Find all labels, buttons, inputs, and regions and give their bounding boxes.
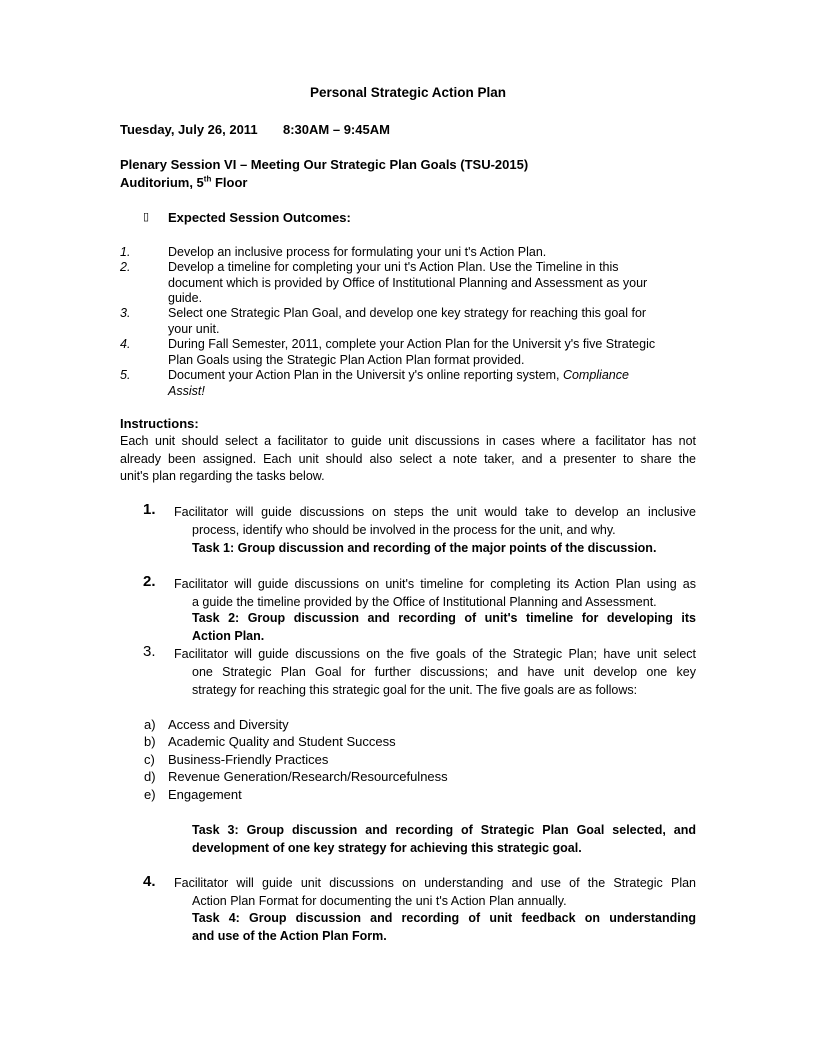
goal-marker: b): [144, 734, 156, 749]
session-date: Tuesday, July 26, 2011: [120, 122, 258, 137]
outcome-marker: 3.: [120, 306, 131, 320]
list-item: Revenue Generation/Research/Resourcefulness: [168, 769, 448, 784]
task-number: 1.: [143, 501, 156, 518]
task-number: 4.: [143, 873, 156, 890]
outcome-marker: 4.: [120, 337, 131, 351]
document-title: Personal Strategic Action Plan: [309, 85, 507, 100]
instructions-paragraph: Each unit should select a facilitator to guide unit discussions in cases where a facilitator has not already been assigned. Each unit should also select a note taker, and a presenter to share the unit's plan regarding the tasks below.: [120, 434, 696, 483]
task-item-4: Facilitator will guide unit discussions on understanding and use of the Strategic Plan Action Plan Format for documenting the uni t's Action Plan annually.: [174, 876, 696, 908]
list-item: Select one Strategic Plan Goal, and develop one key strategy for reaching this goal for your unit.: [168, 306, 647, 336]
outcome-marker: 1.: [120, 245, 131, 259]
outcomes-bullet-icon: ▯: [143, 211, 150, 223]
task-3-description: Task 3: Group discussion and recording of Strategic Plan Goal selected, and development of one key strategy for achieving this strategic goal.: [192, 823, 696, 855]
list-item: Develop a timeline for completing your uni t's Action Plan. Use the Timeline in this document which is provided by Office of Institutional Planning and Assessment as your guide.: [168, 260, 648, 305]
list-item: Document your Action Plan in the Universit y's online reporting system, Compliance Assist!: [168, 368, 629, 398]
list-item: Access and Diversity: [168, 717, 289, 732]
task-number: 2.: [143, 573, 156, 590]
outcome-marker: 5.: [120, 368, 131, 382]
instructions-heading: Instructions:: [120, 416, 199, 431]
outcomes-heading: Expected Session Outcomes:: [168, 210, 351, 225]
task-item-3: Facilitator will guide discussions on the five goals of the Strategic Plan; have unit select one Strategic Plan Goal for further discussions; and have unit develop one key strategy for reaching this strategic goal for the unit. The five goals are as follows:: [174, 647, 696, 697]
goal-marker: a): [144, 717, 156, 732]
list-item: Academic Quality and Student Success: [168, 734, 396, 749]
session-location: Auditorium, 5th Floor: [120, 174, 248, 190]
task-item-2: Facilitator will guide discussions on unit's timeline for completing its Action Plan using as a guide the timeline provided by the Office of Institutional Planning and Assessment.: [174, 577, 696, 609]
session-time: 8:30AM – 9:45AM: [283, 122, 390, 137]
goal-marker: d): [144, 769, 156, 784]
list-item: During Fall Semester, 2011, complete your Action Plan for the Universit y's five Strategic Plan Goals using the Strategic Plan Action Plan format provided.: [168, 337, 656, 367]
task-number: 3.: [143, 643, 156, 660]
list-item: Develop an inclusive process for formulating your uni t's Action Plan.: [168, 245, 547, 259]
goal-marker: e): [144, 787, 156, 802]
list-item: Engagement: [168, 787, 242, 802]
outcome-marker: 2.: [120, 260, 131, 274]
list-item: Business-Friendly Practices: [168, 752, 329, 767]
goal-marker: c): [144, 752, 155, 767]
task-4-description: Task 4: Group discussion and recording of unit feedback on understanding and use of the Action Plan Form.: [192, 911, 696, 943]
session-name: Plenary Session VI – Meeting Our Strategic Plan Goals (TSU-2015): [120, 157, 529, 172]
task-2-description: Task 2: Group discussion and recording of unit's timeline for developing its Action Plan.: [192, 611, 696, 643]
task-item-1: Facilitator will guide discussions on steps the unit would take to develop an inclusive process, identify who should be involved in the process for the unit, and why.: [174, 505, 696, 537]
task-1-description: Task 1: Group discussion and recording of the major points of the discussion.: [192, 541, 657, 555]
